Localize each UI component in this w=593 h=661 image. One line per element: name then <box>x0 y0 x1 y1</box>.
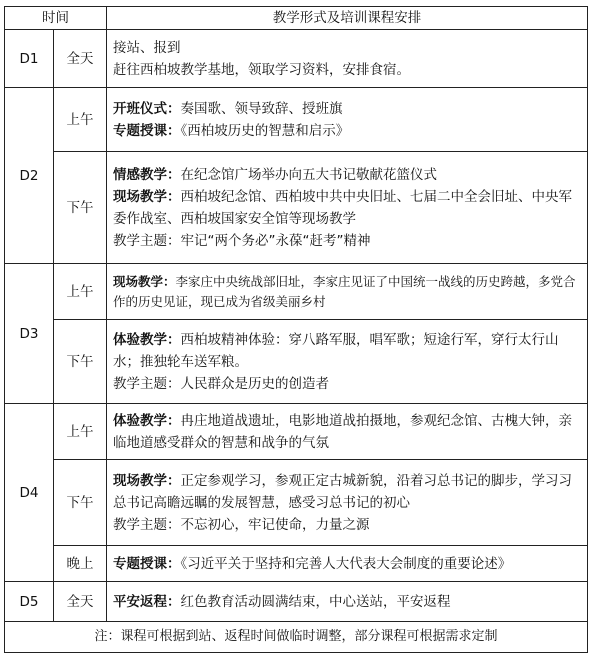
d2-pm-text-2: 西柏坡纪念馆、西柏坡中共中央旧址、七届二中全会旧址、中央军委作战室、西柏坡国家安全馆等现场教学 <box>113 188 572 227</box>
day-d3: D3 <box>5 264 54 404</box>
d4-am-label-1: 体验教学： <box>113 412 181 429</box>
header-content: 教学形式及培训课程安排 <box>107 7 588 30</box>
content-d1 <box>107 30 588 88</box>
content-d3-am <box>107 264 588 320</box>
content-d4-pm <box>107 460 588 546</box>
row-d3-am <box>5 264 588 320</box>
day-d4: D4 <box>5 404 54 582</box>
slot-d3-pm: 下午 <box>54 320 107 404</box>
d4-pm-theme: 教学主题：不忘初心，牢记使命，力量之源 <box>113 516 370 533</box>
d1-line-2: 赶往西柏坡教学基地，领取学习资料，安排食宿。 <box>113 61 410 78</box>
row-d2-am <box>5 88 588 152</box>
d5-text-1: 红色教育活动圆满结束，中心送站，平安返程 <box>180 593 451 610</box>
d4-eve-text-1: 《习近平关于坚持和完善人大代表大会制度的重要论述》 <box>180 555 512 572</box>
d2-am-label-2: 专题授课： <box>113 122 181 139</box>
d3-pm-label-1: 体验教学： <box>113 331 181 348</box>
row-note <box>5 622 588 653</box>
d1-line-1: 接站、报到 <box>113 39 181 56</box>
row-d4-pm <box>5 460 588 546</box>
content-d4-am <box>107 404 588 460</box>
row-d4-am <box>5 404 588 460</box>
d5-label-1: 平安返程： <box>113 593 181 610</box>
row-d5 <box>5 582 588 622</box>
d3-pm-theme: 教学主题：人民群众是历史的创造者 <box>113 375 329 392</box>
training-schedule-table <box>4 6 588 653</box>
content-d2-am <box>107 88 588 152</box>
d4-pm-label-1: 现场教学： <box>113 472 181 489</box>
d4-am-text-1: 冉庄地道战遗址，电影地道战拍摄地，参观纪念馆、古槐大钟，亲临地道感受群众的智慧和战争的气氛 <box>113 412 572 451</box>
day-d1: D1 <box>5 30 54 88</box>
slot-d2-am: 上午 <box>54 88 107 152</box>
slot-d4-pm: 下午 <box>54 460 107 546</box>
d3-am-text-1: 李家庄中央统战部旧址，李家庄见证了中国统一战线的历史跨越，多党合作的历史见证，现已成为省级美丽乡村 <box>113 273 576 309</box>
d3-am-label-1: 现场教学： <box>113 273 176 289</box>
d2-pm-label-1: 情感教学： <box>113 166 181 183</box>
content-d4-eve <box>107 546 588 582</box>
content-d2-pm <box>107 152 588 264</box>
day-d2: D2 <box>5 88 54 264</box>
slot-d2-pm: 下午 <box>54 152 107 264</box>
day-d5: D5 <box>5 582 54 622</box>
slot-d3-am: 上午 <box>54 264 107 320</box>
header-row <box>5 7 588 30</box>
d2-pm-text-1: 在纪念馆广场举办向五大书记敬献花篮仪式 <box>180 166 437 183</box>
row-d3-pm <box>5 320 588 404</box>
content-d3-pm <box>107 320 588 404</box>
slot-d1-allday: 全天 <box>54 30 107 88</box>
slot-d4-am: 上午 <box>54 404 107 460</box>
d2-pm-theme: 教学主题：牢记“两个务必”永葆“赶考”精神 <box>113 232 371 249</box>
d2-am-text-2: 《西柏坡历史的智慧和启示》 <box>180 122 350 139</box>
d2-am-text-1: 奏国歌、领导致辞、授班旗 <box>180 100 343 117</box>
content-d5 <box>107 582 588 622</box>
d4-pm-text-1: 正定参观学习，参观正定古城新貌，沿着习总书记的脚步，学习习总书记高瞻远瞩的发展智慧，感受习总书记的初心 <box>113 472 572 511</box>
d2-am-label-1: 开班仪式： <box>113 100 181 117</box>
row-d4-eve <box>5 546 588 582</box>
row-d2-pm <box>5 152 588 264</box>
header-time: 时间 <box>5 7 107 30</box>
d4-eve-label-1: 专题授课： <box>113 555 181 572</box>
slot-d5-allday: 全天 <box>54 582 107 622</box>
d2-pm-label-2: 现场教学： <box>113 188 181 205</box>
slot-d4-eve: 晚上 <box>54 546 107 582</box>
d3-pm-text-1: 西柏坡精神体验：穿八路军服，唱军歌；短途行军，穿行太行山水；推独轮车送军粮。 <box>113 331 559 370</box>
schedule-note: 注：课程可根据到站、返程时间做临时调整，部分课程可根据需求定制 <box>5 622 588 653</box>
row-d1 <box>5 30 588 88</box>
